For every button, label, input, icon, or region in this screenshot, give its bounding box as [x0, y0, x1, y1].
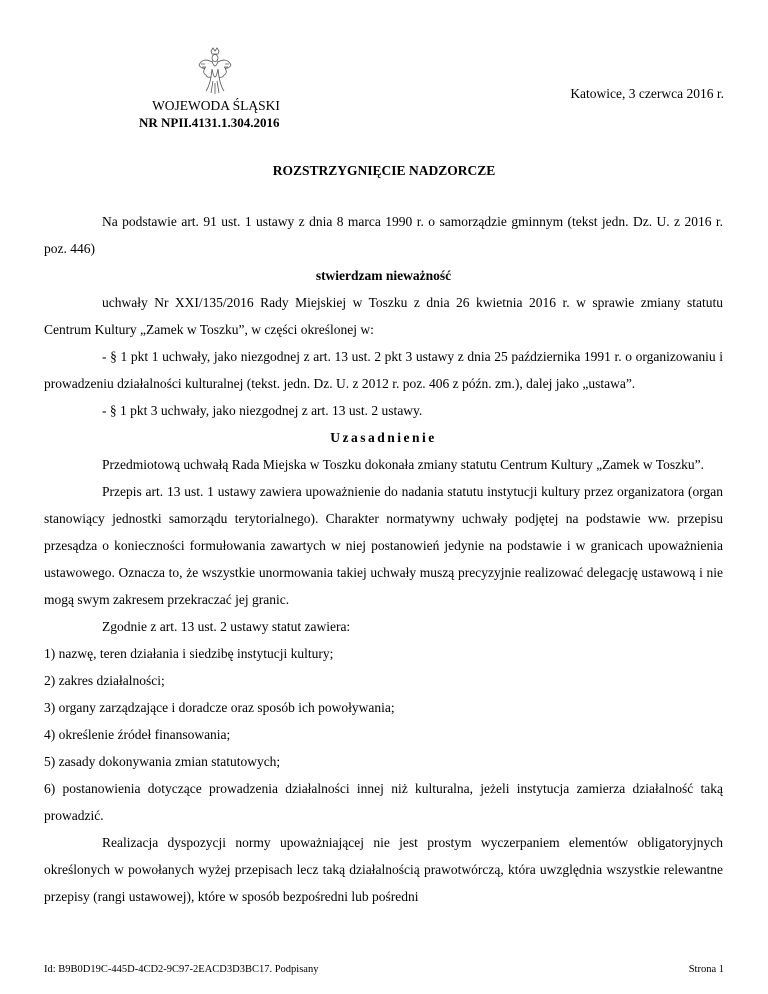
case-number: NR NPII.4131.1.304.2016 — [139, 115, 280, 130]
resolution-paragraph: uchwały Nr XXI/135/2016 Rady Miejskiej w Toszku z dnia 26 kwietnia 2016 r. w sprawie zmiany statutu Centrum Kultury „Zamek w Toszku”, w części określonej w: — [44, 295, 723, 337]
document-signature-id: Id: B9B0D19C-445D-4CD2-9C97-2EACD3D3BC17. Podpisany — [44, 964, 319, 975]
justification-paragraph-3: Realizacja dyspozycji normy upoważniającej nie jest prostym wyczerpaniem elementów obligatoryjnych określonych w powołanych wyżej przepisach lecz taką działalnością prawotwórczą, która uwzględnia wszystkie relewantne przepisy (rangi ustawowej), które w sposób bezpośredni lub pośredni — [44, 835, 723, 904]
list-item: 3) organy zarządzające i doradcze oraz sposób ich powoływania; — [44, 700, 395, 715]
list-item: 2) zakres działalności; — [44, 673, 165, 688]
document-date: Katowice, 3 czerwca 2016 r. — [570, 86, 724, 101]
document-title: ROZSTRZYGNIĘCIE NADZORCZE — [272, 163, 496, 178]
statute-elements-intro: Zgodnie z art. 13 ust. 2 ustawy statut zawiera: — [102, 619, 351, 634]
page-number: Strona 1 — [688, 964, 724, 975]
list-item: 6) postanowienia dotyczące prowadzenia działalności innej niż kulturalna, jeżeli instytucja zamierza działalność taką prowadzić. — [44, 781, 723, 823]
eagle-emblem-icon — [197, 47, 233, 95]
decision-statement: stwierdzam nieważność — [315, 268, 452, 283]
justification-paragraph-2: Przepis art. 13 ust. 1 ustawy zawiera upoważnienie do nadania statutu instytucji kultury przez organizatora (organ stanowiący jednostki samorządu terytorialnego). Charakter normatywny uchwały podjętej na podstawie ww. przepisu przesądza o konieczności formułowania zawartych w niej postanowień jedynie na podstawie i w granicach upoważnienia ustawowego. Oznacza to, że wszystkie unormowania takiej uchwały muszą precyzyjnie realizować delegację ustawową i nie mogą swym zakresem przekraczać jej granic. — [44, 484, 723, 607]
issuing-authority: WOJEWODA ŚLĄSKI — [152, 98, 280, 113]
list-item: 5) zasady dokonywania zmian statutowych; — [44, 754, 281, 769]
list-item: 1) nazwę, teren działania i siedzibę instytucji kultury; — [44, 646, 334, 661]
point-one-paragraph: - § 1 pkt 1 uchwały, jako niezgodnej z art. 13 ust. 2 pkt 3 ustawy z dnia 25 października 1991 r. o organizowaniu i prowadzeniu działalności kulturalnej (tekst. jedn. Dz. U. z 2012 r. poz. 406 z późn. zm.), dalej jako „ustawa”. — [44, 349, 723, 391]
justification-heading: Uzasadnienie — [330, 430, 437, 445]
document-body — [44, 208, 723, 910]
list-item: 4) określenie źródeł finansowania; — [44, 727, 231, 742]
legal-basis-paragraph: Na podstawie art. 91 ust. 1 ustawy z dnia 8 marca 1990 r. o samorządzie gminnym (tekst jedn. Dz. U. z 2016 r. poz. 446) — [44, 214, 723, 256]
justification-paragraph-1: Przedmiotową uchwałą Rada Miejska w Toszku dokonała zmiany statutu Centrum Kultury „Zamek w Toszku”. — [102, 457, 704, 472]
point-three-paragraph: - § 1 pkt 3 uchwały, jako niezgodnej z art. 13 ust. 2 ustawy. — [102, 403, 423, 418]
